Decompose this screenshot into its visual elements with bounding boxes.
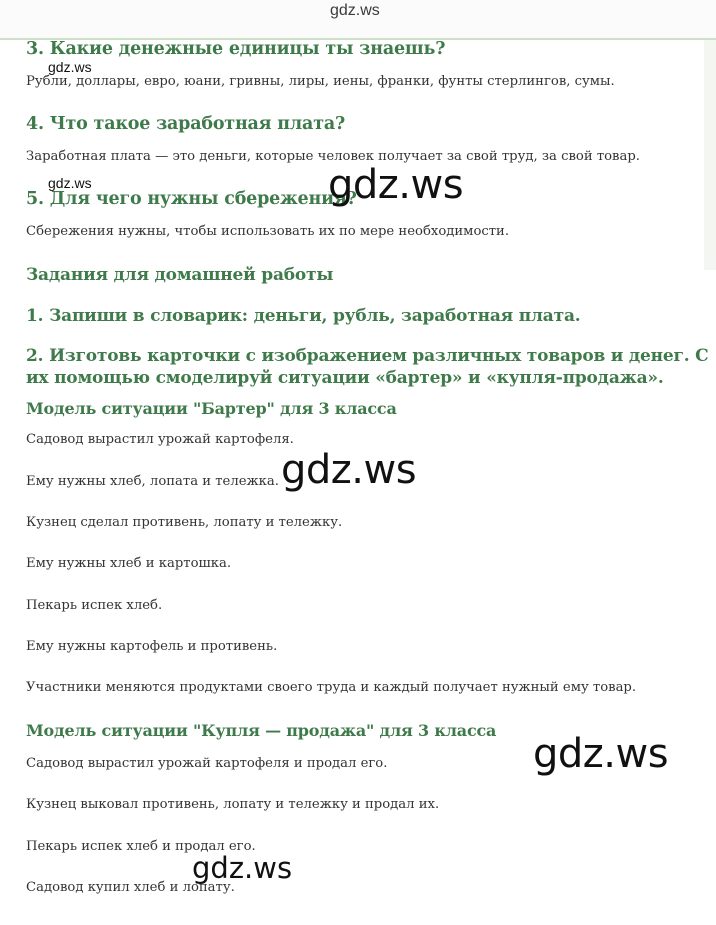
watermark-small: gdz.ws	[48, 59, 92, 75]
barter-line: Садовод вырастил урожай картофеля.	[26, 432, 294, 447]
sale-title: Модель ситуации "Купля — продажа" для 3 класса	[26, 721, 497, 740]
sale-line: Садовод вырастил урожай картофеля и продал его.	[26, 756, 388, 771]
barter-line: Ему нужны картофель и противень.	[26, 639, 278, 654]
barter-line: Кузнец сделал противень, лопату и тележку.	[26, 515, 343, 530]
header-watermark: gdz.ws	[330, 2, 380, 19]
question-3-title: 3. Какие денежные единицы ты знаешь?	[26, 39, 446, 59]
question-5-title: 5. Для чего нужны сбережения?	[26, 189, 357, 209]
watermark-large: gdz.ws	[533, 731, 669, 777]
watermark-small: gdz.ws	[48, 175, 92, 191]
sale-line: Садовод купил хлеб и лопату.	[26, 880, 235, 895]
watermark-large: gdz.ws	[281, 447, 417, 493]
question-4-answer: Заработная плата — это деньги, которые человек получает за свой труд, за свой товар.	[26, 149, 640, 164]
watermark-medium: gdz.ws	[192, 851, 293, 885]
homework-title: Задания для домашней работы	[26, 265, 334, 285]
watermark-large: gdz.ws	[328, 162, 464, 208]
barter-line: Ему нужны хлеб, лопата и тележка.	[26, 474, 279, 489]
barter-line: Участники меняются продуктами своего труда и каждый получает нужный ему товар.	[26, 680, 637, 695]
homework-task-1: 1. Запиши в словарик: деньги, рубль, заработная плата.	[26, 306, 581, 326]
top-bar	[0, 0, 716, 40]
barter-line: Пекарь испек хлеб.	[26, 598, 163, 613]
question-5-answer: Сбережения нужны, чтобы использовать их по мере необходимости.	[26, 224, 510, 239]
homework-task-2-line-1: 2. Изготовь карточки с изображением различных товаров и денег. С	[26, 346, 709, 366]
question-3-answer: Рубли, доллары, евро, юани, гривны, лиры, иены, франки, фунты стерлингов, сумы.	[26, 74, 615, 89]
homework-task-2-line-2: их помощью смоделируй ситуации «бартер» и «купля-продажа».	[26, 368, 664, 388]
barter-line: Ему нужны хлеб и картошка.	[26, 556, 232, 571]
sale-line: Пекарь испек хлеб и продал его.	[26, 839, 256, 854]
barter-title: Модель ситуации "Бартер" для 3 класса	[26, 399, 397, 418]
right-sidebar-edge	[704, 40, 716, 270]
question-4-title: 4. Что такое заработная плата?	[26, 114, 346, 134]
sale-line: Кузнец выковал противень, лопату и тележку и продал их.	[26, 797, 440, 812]
